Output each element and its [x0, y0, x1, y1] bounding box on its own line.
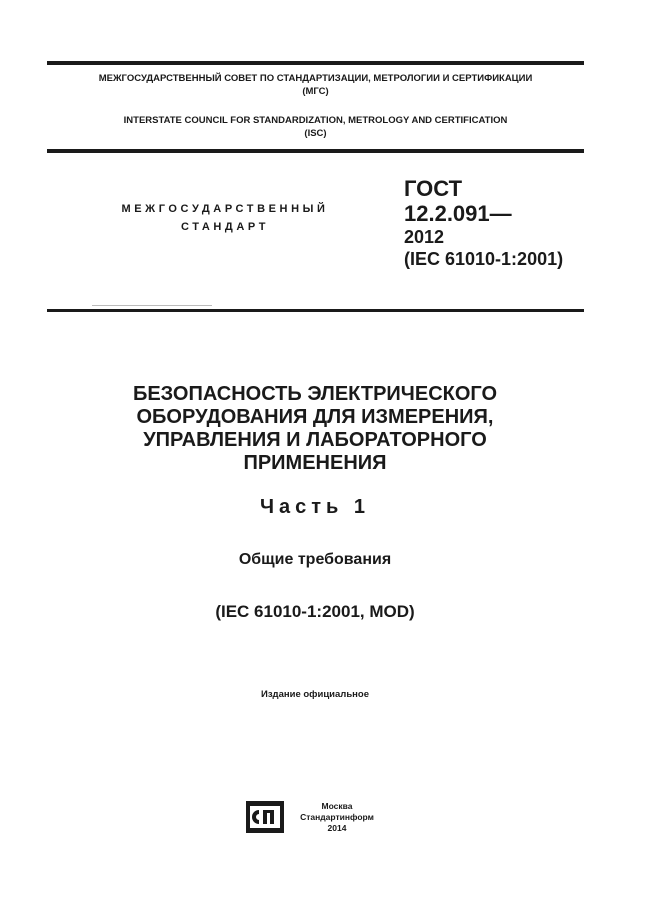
council-ru-line2: (МГС) — [302, 86, 329, 97]
part-number: Часть 1 — [259, 496, 371, 518]
title-line2: ОБОРУДОВАНИЯ ДЛЯ ИЗМЕРЕНИЯ, — [136, 406, 494, 428]
scan-smudge — [92, 305, 212, 306]
council-name-en — [47, 114, 584, 140]
document-title — [60, 383, 570, 475]
publisher-name: Стандартинформ — [300, 812, 374, 822]
standard-type — [90, 200, 360, 236]
document-subtitle: Общие требования — [238, 551, 392, 568]
council-name-ru — [47, 72, 584, 98]
council-en-line2: (ISC) — [304, 128, 327, 139]
gost-designation — [404, 176, 563, 270]
edition-note: Издание официальное — [261, 689, 369, 700]
standard-type-line1: МЕЖГОСУДАРСТВЕННЫЙ — [121, 203, 329, 215]
iec-reference: (IEC 61010-1:2001) — [404, 249, 564, 269]
publisher-info — [295, 801, 379, 834]
designation-bottom-rule — [47, 309, 584, 312]
title-line4: ПРИМЕНЕНИЯ — [243, 452, 387, 474]
gost-year: 2012 — [404, 227, 445, 247]
standartinform-logo-icon — [246, 801, 284, 833]
gost-number: 12.2.091— — [404, 201, 512, 226]
publisher-city: Москва — [321, 801, 353, 811]
council-en-line1: INTERSTATE COUNCIL FOR STANDARDIZATION, METROLOGY AND CERTIFICATION — [123, 115, 508, 126]
council-ru-line1: МЕЖГОСУДАРСТВЕННЫЙ СОВЕТ ПО СТАНДАРТИЗАЦИИ, МЕТРОЛОГИИ И СЕРТИФИКАЦИИ — [98, 73, 533, 84]
publisher-year: 2014 — [327, 823, 347, 833]
title-line3: УПРАВЛЕНИЯ И ЛАБОРАТОРНОГО — [143, 429, 487, 451]
iec-modification: (IEC 61010-1:2001, MOD) — [215, 602, 415, 621]
header-bottom-rule — [47, 149, 584, 153]
title-line1: БЕЗОПАСНОСТЬ ЭЛЕКТРИЧЕСКОГО — [132, 383, 498, 405]
standard-type-line2: СТАНДАРТ — [180, 221, 270, 233]
gost-label: ГОСТ — [404, 176, 463, 201]
top-rule — [47, 61, 584, 65]
